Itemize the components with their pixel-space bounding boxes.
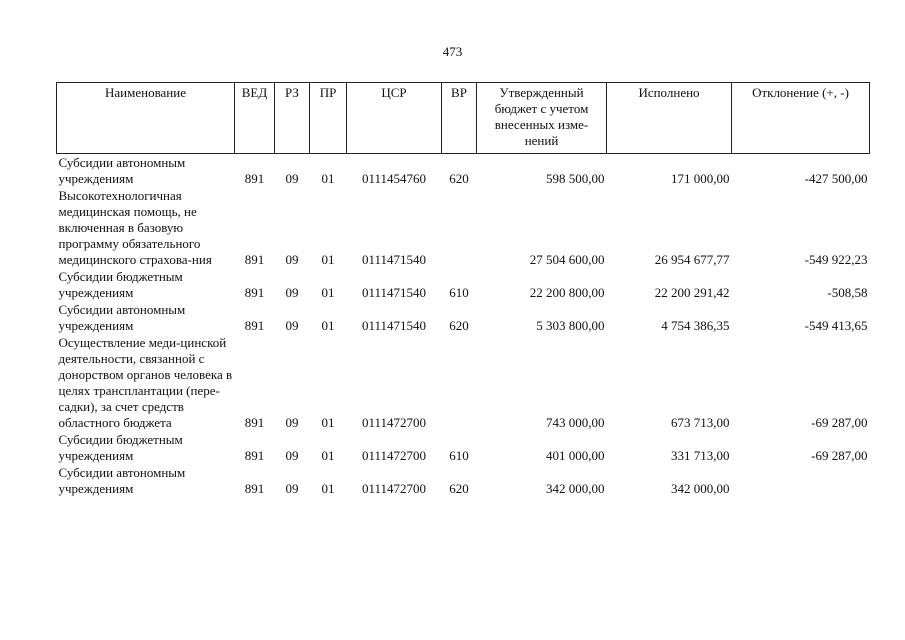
row-ved: 891 — [244, 448, 265, 463]
row-deviation: -69 287,00 — [811, 415, 868, 430]
header-rz: РЗ — [275, 83, 310, 154]
row-rz: 09 — [285, 171, 299, 186]
page-number: 473 — [442, 44, 463, 59]
row-pr: 01 — [321, 252, 335, 267]
row-pr: 01 — [321, 481, 335, 496]
header-csr: ЦСР — [347, 83, 442, 154]
header-vr: ВР — [442, 83, 477, 154]
row-approved: 743 000,00 — [546, 415, 605, 430]
row-pr: 01 — [321, 415, 335, 430]
row-ved: 891 — [244, 415, 265, 430]
row-approved: 5 303 800,00 — [536, 318, 605, 333]
row-deviation: -508,58 — [827, 285, 868, 300]
row-name: Высокотехнологичная медицинская помощь, не включенная в базовую программу обязательного медицинского страхова-ния — [58, 188, 212, 267]
budget-table — [56, 82, 870, 497]
row-approved: 401 000,00 — [546, 448, 605, 463]
row-name: Субсидии бюджетным учреждениям — [58, 432, 183, 463]
row-vr — [442, 187, 477, 268]
row-csr: 0111472700 — [361, 448, 427, 463]
row-ved: 891 — [244, 481, 265, 496]
row-name: Субсидии автономным учреждениям — [58, 155, 186, 186]
row-executed: 4 754 386,35 — [661, 318, 730, 333]
row-deviation: -549 413,65 — [804, 318, 868, 333]
row-csr: 0111454760 — [361, 171, 427, 186]
row-approved: 598 500,00 — [546, 171, 605, 186]
header-deviation: Отклонение (+, -) — [732, 83, 870, 154]
table-row — [57, 334, 870, 431]
row-executed: 342 000,00 — [671, 481, 730, 496]
row-vr: 610 — [449, 448, 469, 463]
table-row — [57, 464, 870, 497]
row-rz: 09 — [285, 285, 299, 300]
row-csr: 0111471540 — [361, 252, 427, 267]
row-rz: 09 — [285, 481, 299, 496]
row-executed: 331 713,00 — [671, 448, 730, 463]
row-pr: 01 — [321, 285, 335, 300]
table-row — [57, 268, 870, 301]
table-row — [57, 301, 870, 334]
header-pr: ПР — [310, 83, 347, 154]
row-approved: 22 200 800,00 — [529, 285, 605, 300]
row-pr: 01 — [321, 318, 335, 333]
row-deviation — [732, 464, 870, 497]
header-executed: Исполнено — [607, 83, 732, 154]
header-approved: Утвержденный бюджет с учетом внесенных изме-нений — [477, 83, 607, 154]
row-name: Субсидии автономным учреждениям — [58, 302, 186, 333]
row-executed: 26 954 677,77 — [654, 252, 730, 267]
row-rz: 09 — [285, 415, 299, 430]
row-ved: 891 — [244, 285, 265, 300]
row-rz: 09 — [285, 252, 299, 267]
row-csr: 0111472700 — [361, 415, 427, 430]
row-ved: 891 — [244, 318, 265, 333]
row-pr: 01 — [321, 448, 335, 463]
row-ved: 891 — [244, 252, 265, 267]
row-csr: 0111472700 — [361, 481, 427, 496]
row-vr: 620 — [449, 318, 469, 333]
row-name: Осуществление меди-цинской деятельности, связанной с донорством органов человека в целях трансплантации (пере-садки), за счет средств областного бюджета — [58, 335, 233, 430]
row-deviation: -69 287,00 — [811, 448, 868, 463]
row-name: Субсидии автономным учреждениям — [58, 465, 186, 496]
row-vr: 610 — [449, 285, 469, 300]
table-header-row — [57, 83, 870, 154]
row-pr: 01 — [321, 171, 335, 186]
row-executed: 673 713,00 — [671, 415, 730, 430]
row-deviation: -549 922,23 — [804, 252, 868, 267]
row-executed: 22 200 291,42 — [654, 285, 730, 300]
row-ved: 891 — [244, 171, 265, 186]
header-ved: ВЕД — [235, 83, 275, 154]
table-row — [57, 431, 870, 464]
row-rz: 09 — [285, 318, 299, 333]
row-csr: 0111471540 — [361, 285, 427, 300]
row-csr: 0111471540 — [361, 318, 427, 333]
row-rz: 09 — [285, 448, 299, 463]
table-row — [57, 154, 870, 188]
table-row — [57, 187, 870, 268]
row-name: Субсидии бюджетным учреждениям — [58, 269, 183, 300]
row-vr — [442, 334, 477, 431]
row-executed: 171 000,00 — [671, 171, 730, 186]
row-approved: 27 504 600,00 — [529, 252, 605, 267]
header-name: Наименование — [57, 83, 235, 154]
row-approved: 342 000,00 — [546, 481, 605, 496]
row-deviation: -427 500,00 — [804, 171, 868, 186]
row-vr: 620 — [449, 481, 469, 496]
row-vr: 620 — [449, 171, 469, 186]
